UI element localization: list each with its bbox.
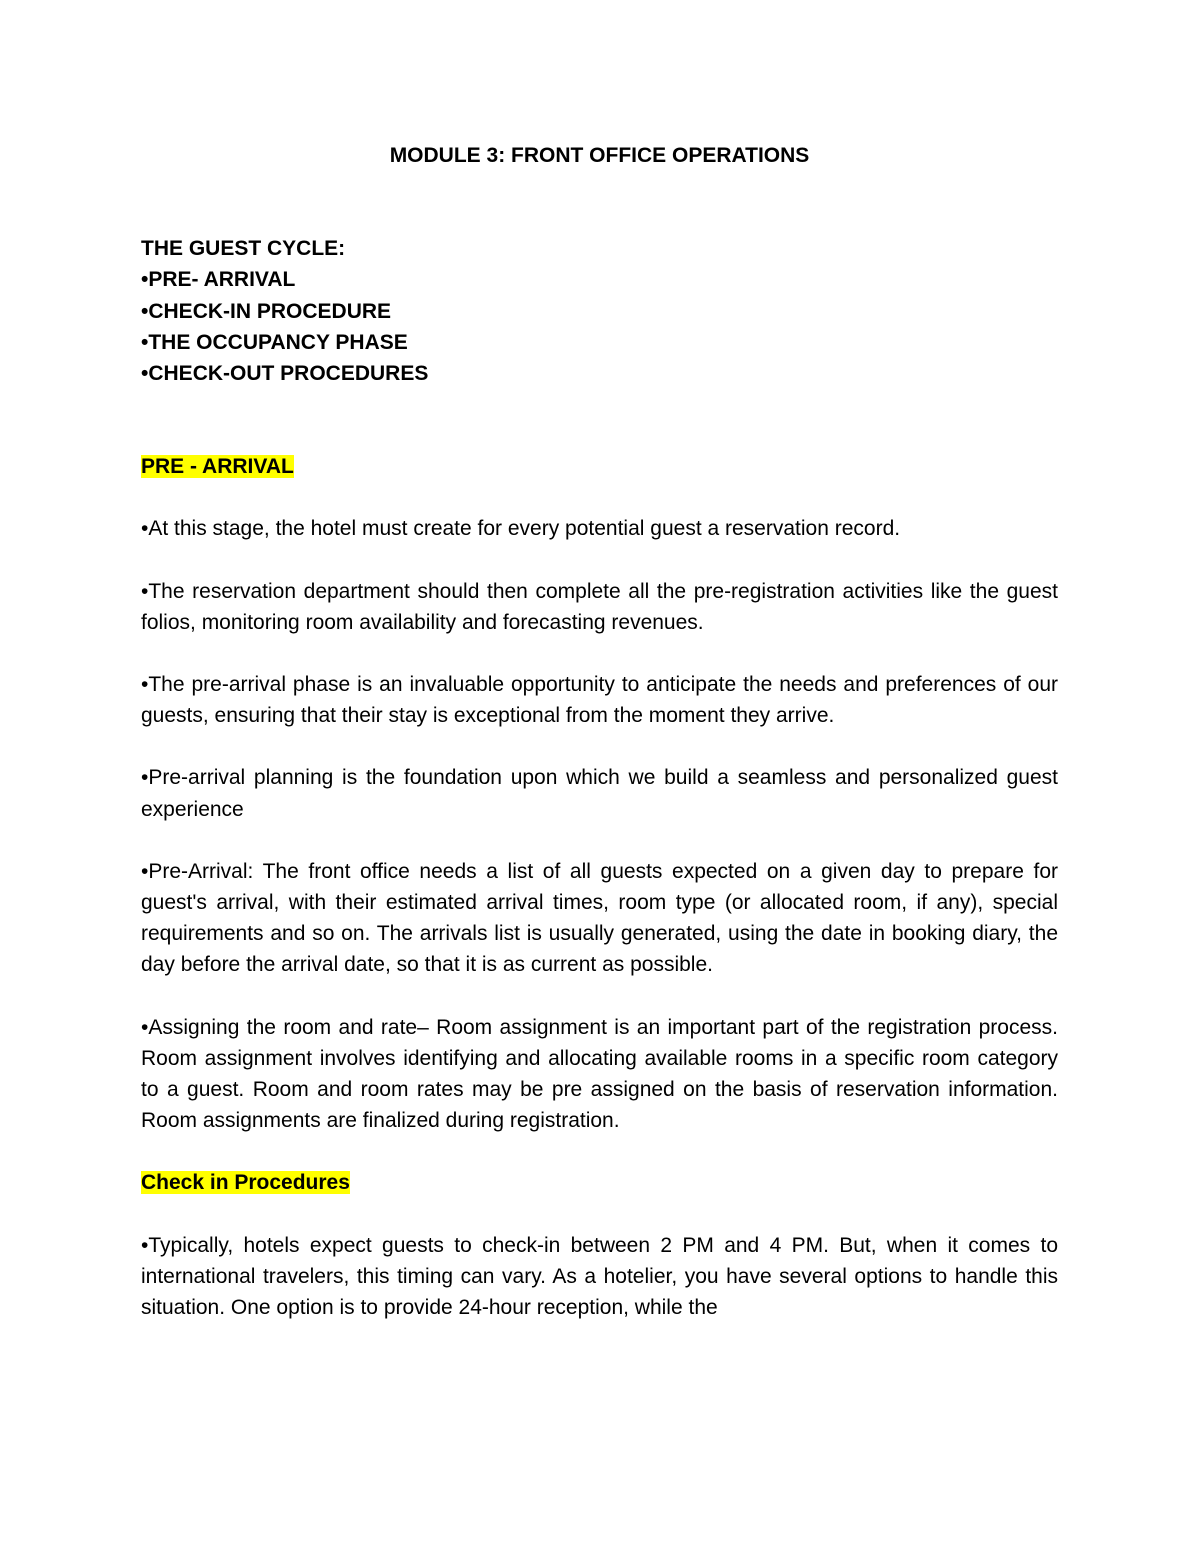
check-in-heading (141, 1167, 1058, 1198)
spacer (141, 545, 1058, 576)
page-title: MODULE 3: FRONT OFFICE OPERATIONS (389, 144, 810, 167)
guest-cycle-heading: THE GUEST CYCLE: (141, 237, 346, 261)
list-item: •CHECK-OUT PROCEDURES (141, 362, 429, 386)
spacer (141, 1136, 1058, 1167)
document-body (141, 140, 1058, 1323)
spacer (141, 482, 1058, 513)
spacer (141, 825, 1058, 856)
highlighted-heading-text: Check in Procedures (141, 1171, 350, 1195)
paragraph: •The reservation department should then complete all the pre-registration activities like the guest folios, monitoring room availability and forecasting revenues. (141, 579, 1058, 634)
paragraph: •Assigning the room and rate– Room assignment is an important part of the registration process. Room assignment involves identifying and allocating available rooms in a specific room category to a guest. Room and room rates may be pre assigned on the basis of reservation information. Room assignments are finalized during registration. (141, 1015, 1058, 1133)
paragraph: •Typically, hotels expect guests to check-in between 2 PM and 4 PM. But, when it comes to international travelers, this timing can vary. As a hotelier, you have several options to handle this situation. One option is to provide 24-hour reception, while the (141, 1233, 1058, 1320)
list-item: •PRE- ARRIVAL (141, 268, 296, 292)
spacer (141, 731, 1058, 762)
spacer (141, 981, 1058, 1012)
guest-cycle-list (141, 264, 1058, 389)
list-item: •THE OCCUPANCY PHASE (141, 330, 408, 354)
paragraph: •The pre-arrival phase is an invaluable opportunity to anticipate the needs and preferences of our guests, ensuring that their stay is exceptional from the moment they arrive. (141, 673, 1058, 728)
spacer (141, 638, 1058, 669)
paragraph: •Pre-arrival planning is the foundation upon which we build a seamless and personalized guest experience (141, 766, 1058, 821)
highlighted-heading-text: PRE - ARRIVAL (141, 455, 294, 479)
spacer (141, 389, 1058, 451)
paragraph: •Pre-Arrival: The front office needs a list of all guests expected on a given day to prepare for guest's arrival, with their estimated arrival times, room type (or allocated room, if any), special requirements and so on. The arrivals list is usually generated, using the date in booking diary, the day before the arrival date, so that it is as current as possible. (141, 859, 1058, 977)
spacer (141, 1199, 1058, 1230)
pre-arrival-heading (141, 451, 1058, 482)
paragraph: •At this stage, the hotel must create for every potential guest a reservation record. (141, 517, 901, 541)
list-item: •CHECK-IN PROCEDURE (141, 299, 392, 323)
